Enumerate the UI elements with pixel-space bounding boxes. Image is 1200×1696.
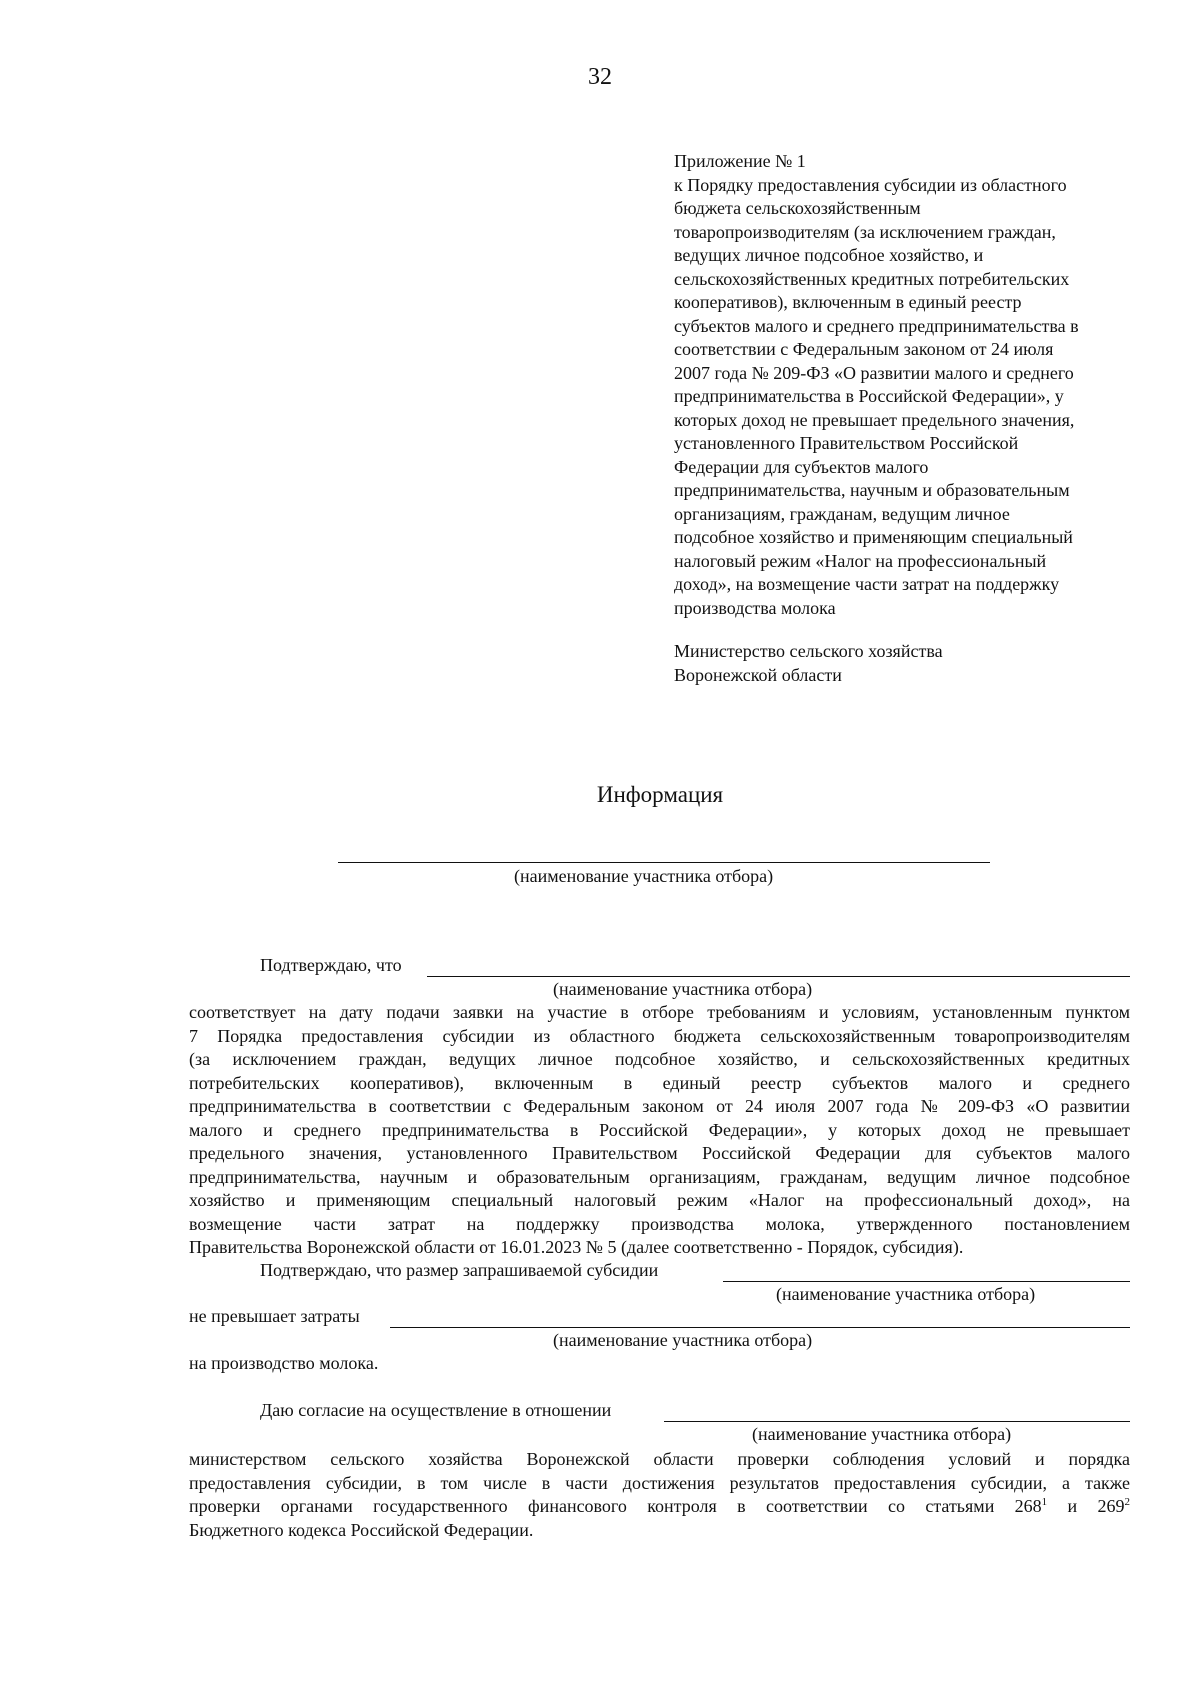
costs-name-line — [390, 1327, 1130, 1328]
confirm1-paragraph — [189, 1001, 1130, 1260]
paragraph-text: и 269 — [1047, 1496, 1125, 1516]
paragraph-line: хозяйство и применяющим специальный налоговый режим «Налог на профессиональный доход», на — [189, 1190, 1130, 1210]
ministry-addressee — [674, 640, 1144, 687]
superscript: 2 — [1124, 1496, 1130, 1508]
participant-name-line — [338, 862, 990, 863]
confirm2-tail: на производство молока. — [189, 1353, 379, 1373]
appendix-line: предпринимательства, научным и образовательным — [674, 480, 1070, 500]
participant-caption: (наименование участника отбора) — [776, 1284, 1036, 1304]
appendix-line: организациям, гражданам, ведущим личное — [674, 503, 1010, 524]
appendix-line: 2007 года № 209-ФЗ «О развитии малого и среднего — [674, 362, 1074, 383]
appendix-line: Федерации для субъектов малого — [674, 456, 929, 477]
appendix-line: субъектов малого и среднего предпринимательства в — [674, 315, 1079, 336]
confirm1-lead: Подтверждаю, что — [260, 955, 402, 975]
paragraph-line: Правительства Воронежской области от 16.01.2023 № 5 (далее соответственно - Порядок, субсидия). — [189, 1237, 964, 1257]
appendix-header — [674, 150, 1144, 620]
appendix-line: которых доход не превышает предельного значения, — [674, 409, 1075, 430]
confirm2-lead: Подтверждаю, что размер запрашиваемой субсидии — [260, 1260, 659, 1280]
appendix-line: подсобное хозяйство и применяющим специальный — [674, 527, 1073, 547]
appendix-line: сельскохозяйственных кредитных потребительских — [674, 268, 1070, 289]
participant-caption: (наименование участника отбора) — [514, 866, 774, 886]
appendix-line: товаропроизводителям (за исключением граждан, — [674, 221, 1056, 242]
paragraph-line: (за исключением граждан, ведущих личное подсобное хозяйство, и сельскохозяйственных кредитных — [189, 1049, 1130, 1069]
participant-caption: (наименование участника отбора) — [553, 1330, 813, 1350]
paragraph-line: Бюджетного кодекса Российской Федерации. — [189, 1519, 534, 1540]
paragraph-line: предельного значения, установленного Правительством Российской Федерации для субъектов малого — [189, 1143, 1130, 1163]
superscript: 1 — [1041, 1496, 1048, 1508]
document-title: Информация — [596, 782, 724, 807]
paragraph-line: возмещение части затрат на поддержку производства молока, утвержденного постановлением — [189, 1213, 1130, 1234]
appendix-line: кооперативов), включенным в единый реестр — [674, 292, 1022, 312]
appendix-line: предпринимательства в Российской Федерации», у — [674, 386, 1064, 406]
paragraph-line: предпринимательства, научным и образовательным организациям, гражданам, ведущим личное подсобное — [189, 1166, 1130, 1187]
consent-name-line — [664, 1421, 1130, 1422]
ministry-line: Министерство сельского хозяйства — [674, 641, 943, 661]
paragraph-line: малого и среднего предпринимательства в Российской Федерации», у которых доход не превышает — [189, 1119, 1130, 1140]
page-number: 32 — [588, 64, 612, 90]
appendix-line: производства молока — [674, 597, 836, 618]
paragraph-line: министерством сельского хозяйства Воронежской области проверки соблюдения условий и порядка — [189, 1449, 1130, 1469]
paragraph-line: предпринимательства в соответствии с Федеральным законом от 24 июля 2007 года № 209-ФЗ «О развитии — [189, 1096, 1130, 1116]
consent-paragraph — [189, 1448, 1130, 1542]
appendix-line: налоговый режим «Налог на профессиональный — [674, 550, 1047, 571]
consent-lead: Даю согласие на осуществление в отношении — [260, 1400, 612, 1420]
appendix-line: к Порядку предоставления субсидии из областного — [674, 174, 1067, 195]
ministry-line: Воронежской области — [674, 664, 842, 685]
appendix-line: ведущих личное подсобное хозяйство, и — [674, 245, 984, 265]
not-exceed-label: не превышает затраты — [189, 1306, 360, 1326]
paragraph-line — [189, 1495, 1130, 1519]
participant-caption: (наименование участника отбора) — [553, 979, 813, 999]
appendix-line: соответствии с Федеральным законом от 24 июля — [674, 339, 1054, 359]
paragraph-text: проверки органами государственного финансового контроля в соответствии со статьями 268 — [189, 1496, 1042, 1516]
paragraph-line: предоставления субсидии, в том числе в части достижения результатов предоставления субсидии, а также — [189, 1472, 1130, 1493]
paragraph-line: потребительских кооперативов), включенным в единый реестр субъектов малого и среднего — [189, 1072, 1130, 1093]
appendix-line: установленного Правительством Российской — [674, 433, 1019, 453]
confirm2-name-line — [723, 1281, 1130, 1282]
participant-caption: (наименование участника отбора) — [752, 1424, 1012, 1444]
paragraph-line: 7 Порядка предоставления субсидии из областного бюджета сельскохозяйственным товаропроизводителям — [189, 1025, 1130, 1046]
confirm1-name-line — [427, 976, 1130, 977]
appendix-line: Приложение № 1 — [674, 151, 806, 171]
paragraph-line: соответствует на дату подачи заявки на участие в отборе требованиям и условиям, установленным пунктом — [189, 1002, 1130, 1022]
appendix-line: бюджета сельскохозяйственным — [674, 198, 921, 218]
appendix-line: доход», на возмещение части затрат на поддержку — [674, 574, 1060, 594]
